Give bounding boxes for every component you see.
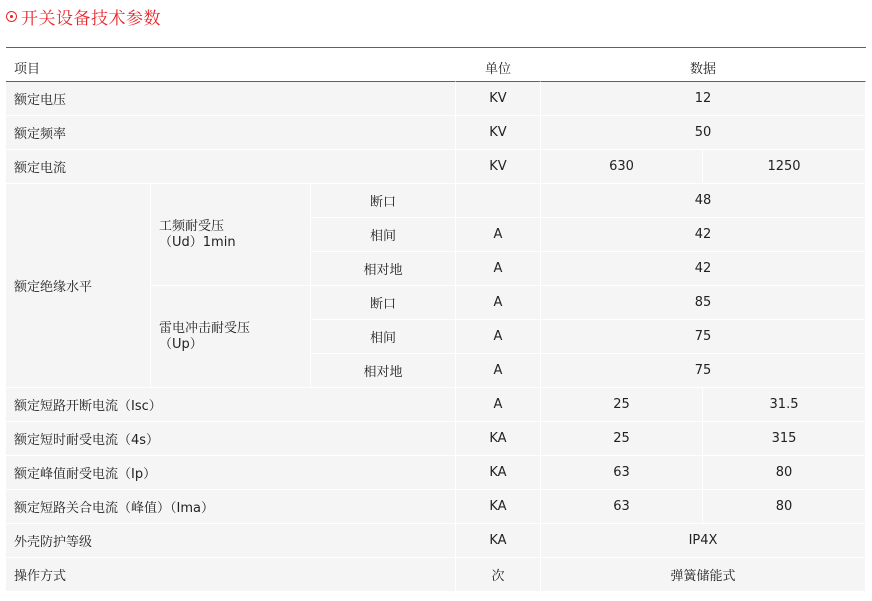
group-name-line2: （Up） (159, 336, 203, 352)
header-data: 数据 (541, 53, 866, 82)
table-row (6, 388, 866, 422)
sub-item-label: 相对地 (311, 252, 456, 286)
row-value: 42 (541, 218, 866, 252)
row-unit (456, 184, 541, 218)
table-row (6, 82, 866, 116)
row-value-1: 25 (541, 422, 703, 456)
row-unit: 次 (456, 558, 541, 592)
table-row (6, 422, 866, 456)
sub-item-label: 相间 (311, 320, 456, 354)
row-item: 额定频率 (6, 116, 456, 150)
spec-table (6, 53, 866, 592)
table-row (6, 490, 866, 524)
sub-item-label: 相对地 (311, 354, 456, 388)
row-item: 额定短时耐受电流（4s） (6, 422, 456, 456)
insulation-group-name (151, 286, 311, 388)
table-row (6, 558, 866, 592)
sub-item-label: 断口 (311, 184, 456, 218)
group-name-line2: （Ud）1min (159, 234, 236, 250)
header-item: 项目 (6, 53, 456, 82)
row-value-2: 80 (703, 490, 866, 524)
group-name-line1: 雷电冲击耐受压 (159, 320, 251, 336)
row-unit: KA (456, 456, 541, 490)
page-title-text: 开关设备技术参数 (21, 9, 161, 29)
table-row (6, 116, 866, 150)
table-row (6, 524, 866, 558)
row-unit: A (456, 354, 541, 388)
row-unit: KA (456, 524, 541, 558)
row-unit: KV (456, 150, 541, 184)
row-unit: KV (456, 82, 541, 116)
row-item: 操作方式 (6, 558, 456, 592)
row-value-2: 315 (703, 422, 866, 456)
row-unit: KV (456, 116, 541, 150)
row-unit: A (456, 286, 541, 320)
row-item: 额定短路关合电流（峰值）（Ima） (6, 490, 456, 524)
row-unit: A (456, 252, 541, 286)
group-name-line1: 工频耐受压 (159, 218, 225, 234)
row-value-1: 63 (541, 456, 703, 490)
row-value: 48 (541, 184, 866, 218)
row-item: 额定峰值耐受电流（Ip） (6, 456, 456, 490)
row-value: 弹簧储能式 (541, 558, 866, 592)
row-value-1: 25 (541, 388, 703, 422)
row-item: 外壳防护等级 (6, 524, 456, 558)
insulation-label: 额定绝缘水平 (6, 184, 151, 388)
row-unit: A (456, 320, 541, 354)
row-item: 额定电压 (6, 82, 456, 116)
row-value: 12 (541, 82, 866, 116)
circle-dot-icon (6, 11, 17, 22)
page-title (6, 4, 161, 29)
row-unit: KA (456, 422, 541, 456)
title-divider (6, 47, 866, 48)
row-item: 额定短路开断电流（Isc） (6, 388, 456, 422)
row-unit: KA (456, 490, 541, 524)
sub-item-label: 相间 (311, 218, 456, 252)
table-row (6, 456, 866, 490)
row-item: 额定电流 (6, 150, 456, 184)
insulation-group-name (151, 184, 311, 286)
row-value-1: 63 (541, 490, 703, 524)
row-value-2: 31.5 (703, 388, 866, 422)
table-row (6, 150, 866, 184)
row-value-2: 1250 (703, 150, 866, 184)
table-row (6, 184, 866, 218)
row-unit: A (456, 388, 541, 422)
table-header-row (6, 53, 866, 82)
row-value-2: 80 (703, 456, 866, 490)
header-unit: 单位 (456, 53, 541, 82)
row-value: 75 (541, 320, 866, 354)
row-value: 42 (541, 252, 866, 286)
row-value-1: 630 (541, 150, 703, 184)
row-value: 85 (541, 286, 866, 320)
row-value: IP4X (541, 524, 866, 558)
row-unit: A (456, 218, 541, 252)
sub-item-label: 断口 (311, 286, 456, 320)
row-value: 50 (541, 116, 866, 150)
row-value: 75 (541, 354, 866, 388)
